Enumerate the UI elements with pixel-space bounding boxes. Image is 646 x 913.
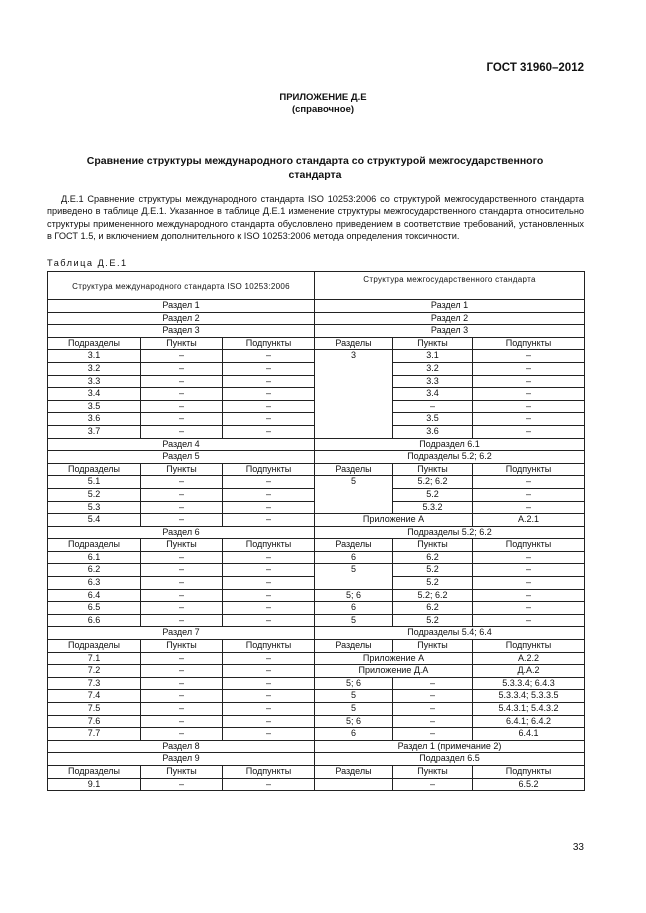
table-cell: – — [393, 728, 473, 741]
table-cell: – — [223, 350, 315, 363]
table-cell: Раздел 3 — [48, 325, 315, 338]
table-cell: – — [223, 551, 315, 564]
table-cell: Пункты — [141, 539, 223, 552]
table-cell: 6.5.2 — [473, 778, 585, 791]
table-cell: – — [141, 514, 223, 527]
table-cell: Пункты — [393, 463, 473, 476]
table-cell: – — [223, 589, 315, 602]
table-cell: – — [223, 677, 315, 690]
table-cell: – — [141, 362, 223, 375]
table-cell: – — [141, 614, 223, 627]
table-cell: – — [141, 425, 223, 438]
table-cell: Разделы — [315, 337, 393, 350]
table-cell: Пункты — [141, 765, 223, 778]
table-cell: Раздел 6 — [48, 526, 315, 539]
table-cell — [315, 778, 393, 791]
table-row — [48, 312, 585, 325]
table-cell: Раздел 1 (примечание 2) — [315, 740, 585, 753]
table-cell: Подпункты — [223, 539, 315, 552]
table-body — [48, 272, 585, 791]
table-cell: 7.1 — [48, 652, 141, 665]
table-cell: Подразделы 5.2; 6.2 — [315, 526, 585, 539]
table-cell: Раздел 8 — [48, 740, 315, 753]
table-cell: Разделы — [315, 463, 393, 476]
table-cell: – — [473, 564, 585, 577]
table-cell: Раздел 1 — [315, 300, 585, 313]
table-cell: Пункты — [393, 765, 473, 778]
table-cell: – — [223, 728, 315, 741]
table-cell: Подразделы — [48, 539, 141, 552]
table-cell: 3.7 — [48, 425, 141, 438]
table-cell: – — [223, 703, 315, 716]
table-cell: – — [473, 602, 585, 615]
table-row — [48, 765, 585, 778]
table-cell: 9.1 — [48, 778, 141, 791]
table-cell: 6.4.1; 6.4.2 — [473, 715, 585, 728]
table-cell: 5.1 — [48, 476, 141, 489]
table-cell: 3 — [315, 350, 393, 438]
table-row — [48, 526, 585, 539]
table-cell: – — [223, 501, 315, 514]
table-cell: – — [223, 690, 315, 703]
table-cell: 5; 6 — [315, 589, 393, 602]
table-row — [48, 602, 585, 615]
table-cell: 3.2 — [393, 362, 473, 375]
table-cell: Раздел 1 — [48, 300, 315, 313]
table-cell: Подразделы — [48, 463, 141, 476]
table-cell: 6.1 — [48, 551, 141, 564]
table-cell: – — [473, 362, 585, 375]
table-row — [48, 614, 585, 627]
table-cell: 6 — [315, 602, 393, 615]
table-cell: Д.А.2 — [473, 665, 585, 678]
table-cell: – — [223, 715, 315, 728]
table-cell: – — [473, 488, 585, 501]
table-cell: 6.6 — [48, 614, 141, 627]
structure-comparison-table — [47, 271, 585, 791]
table-cell: 5.2 — [393, 564, 473, 577]
table-cell: Подпункты — [473, 765, 585, 778]
table-cell: – — [473, 400, 585, 413]
appendix-title: ПРИЛОЖЕНИЕ Д.Е — [279, 92, 367, 103]
table-cell: Подразделы — [48, 337, 141, 350]
table-cell: 5.2; 6.2 — [393, 476, 473, 489]
table-cell: Подпункты — [473, 539, 585, 552]
table-cell: 5.3.3.4; 6.4.3 — [473, 677, 585, 690]
table-row — [48, 778, 585, 791]
table-cell: – — [141, 501, 223, 514]
table-cell: Раздел 4 — [48, 438, 315, 451]
table-cell: – — [393, 677, 473, 690]
table-cell: 3.3 — [48, 375, 141, 388]
table-cell: Подраздел 6.5 — [315, 753, 585, 766]
table-cell: – — [141, 551, 223, 564]
table-cell: Раздел 2 — [315, 312, 585, 325]
table-cell: – — [223, 488, 315, 501]
table-cell: – — [223, 564, 315, 577]
body-paragraph: Д.Е.1 Сравнение структуры международного стандарта ISO 10253:2006 со структурой межгосударственного стандарта приведено в таблице Д.Е.1. Указанное в таблице Д.Е.1 изменение структуры межгосударственного стандарта относительно структуры примененного международного стандарта обусловлено приведением в соответствие требований, установленных в ГОСТ 1.5, и включением дополнительного к ISO 10253:2006 метода определения токсичности. — [47, 194, 584, 242]
page-number: 33 — [572, 842, 584, 853]
table-row — [48, 652, 585, 665]
table-cell: 7.5 — [48, 703, 141, 716]
table-cell: 5.2 — [393, 577, 473, 590]
table-row — [48, 337, 585, 350]
table-row — [48, 589, 585, 602]
table-cell: – — [141, 350, 223, 363]
table-cell: – — [473, 413, 585, 426]
table-cell: – — [473, 614, 585, 627]
table-cell: – — [141, 652, 223, 665]
table-row — [48, 539, 585, 552]
table-row — [48, 665, 585, 678]
table-cell: Подпункты — [473, 337, 585, 350]
table-cell: – — [223, 602, 315, 615]
table-cell: – — [393, 400, 473, 413]
table-cell: Приложение А — [315, 652, 473, 665]
table-cell: – — [393, 703, 473, 716]
table-cell: – — [141, 488, 223, 501]
table-cell: – — [141, 665, 223, 678]
table-cell: 5 — [315, 703, 393, 716]
table-row — [48, 476, 585, 489]
header-interstate: Структура межгосударственного стандарта — [315, 272, 585, 300]
table-cell: – — [473, 501, 585, 514]
table-cell: – — [223, 476, 315, 489]
table-row — [48, 300, 585, 313]
table-cell: 5.4 — [48, 514, 141, 527]
table-cell: – — [223, 413, 315, 426]
table-cell: Раздел 3 — [315, 325, 585, 338]
table-cell: – — [223, 375, 315, 388]
table-cell: 6.3 — [48, 577, 141, 590]
table-cell: Разделы — [315, 539, 393, 552]
table-cell: Подразделы — [48, 640, 141, 653]
table-cell: – — [141, 602, 223, 615]
table-cell: 6.2 — [393, 602, 473, 615]
table-row — [48, 350, 585, 363]
table-cell: Подразделы 5.2; 6.2 — [315, 451, 585, 464]
table-cell: – — [141, 564, 223, 577]
table-cell: 5.2 — [393, 614, 473, 627]
table-cell: – — [473, 589, 585, 602]
section-title: Сравнение структуры международного стандарта со структурой межгосударственного стандарта — [86, 155, 544, 181]
table-row — [48, 325, 585, 338]
table-cell: Пункты — [393, 539, 473, 552]
table-cell: – — [141, 778, 223, 791]
table-cell: Подраздел 6.1 — [315, 438, 585, 451]
table-cell: Приложение Д.А — [315, 665, 473, 678]
table-cell: Подпункты — [223, 337, 315, 350]
table-cell: 5 — [315, 690, 393, 703]
table-cell: 6 — [315, 728, 393, 741]
table-cell: А.2.2 — [473, 652, 585, 665]
table-cell: – — [223, 362, 315, 375]
table-cell: Разделы — [315, 765, 393, 778]
table-cell: – — [393, 778, 473, 791]
table-cell: 6.2 — [48, 564, 141, 577]
table-cell: – — [223, 388, 315, 401]
table-row — [48, 514, 585, 527]
table-cell: Пункты — [141, 337, 223, 350]
table-cell: – — [141, 589, 223, 602]
table-cell: – — [473, 350, 585, 363]
table-cell: 3.5 — [48, 400, 141, 413]
table-row — [48, 690, 585, 703]
table-cell: 5.3.2 — [393, 501, 473, 514]
table-cell: 3.1 — [393, 350, 473, 363]
table-cell: 5.4.3.1; 5.4.3.2 — [473, 703, 585, 716]
table-row — [48, 753, 585, 766]
table-row — [48, 728, 585, 741]
table-cell: 5.3 — [48, 501, 141, 514]
table-cell: 7.6 — [48, 715, 141, 728]
table-cell: 6.2 — [393, 551, 473, 564]
table-row — [48, 564, 585, 577]
table-cell: Раздел 5 — [48, 451, 315, 464]
table-cell: 3.6 — [393, 425, 473, 438]
table-cell: – — [473, 375, 585, 388]
appendix-heading — [0, 92, 646, 116]
table-cell: 3.1 — [48, 350, 141, 363]
table-row — [48, 451, 585, 464]
table-cell: – — [141, 690, 223, 703]
table-cell: 3.3 — [393, 375, 473, 388]
table-cell: 5; 6 — [315, 715, 393, 728]
table-caption: Таблица Д.Е.1 — [47, 258, 128, 268]
table-cell: 7.7 — [48, 728, 141, 741]
table-row — [48, 740, 585, 753]
table-cell: 6 — [315, 551, 393, 564]
table-cell: – — [141, 413, 223, 426]
table-cell: 3.4 — [48, 388, 141, 401]
table-cell: Подпункты — [223, 640, 315, 653]
table-cell: Пункты — [141, 463, 223, 476]
table-cell: 5.3.3.4; 5.3.3.5 — [473, 690, 585, 703]
table-cell: – — [473, 476, 585, 489]
table-cell: Подразделы 5.4; 6.4 — [315, 627, 585, 640]
table-cell: 5.2 — [48, 488, 141, 501]
table-cell: – — [141, 400, 223, 413]
table-cell: 3.6 — [48, 413, 141, 426]
table-cell: Подпункты — [223, 463, 315, 476]
table-cell: – — [393, 690, 473, 703]
table-cell: 3.5 — [393, 413, 473, 426]
table-cell: – — [141, 375, 223, 388]
table-cell: 7.2 — [48, 665, 141, 678]
table-cell: 5.2; 6.2 — [393, 589, 473, 602]
table-cell: – — [141, 703, 223, 716]
header-international: Структура международного стандарта ISO 10253:2006 — [48, 272, 315, 300]
table-cell: Подпункты — [473, 640, 585, 653]
table-cell: 3.2 — [48, 362, 141, 375]
table-cell: 6.4.1 — [473, 728, 585, 741]
table-cell: 7.3 — [48, 677, 141, 690]
table-cell: 7.4 — [48, 690, 141, 703]
table-cell: – — [223, 400, 315, 413]
table-cell: – — [223, 778, 315, 791]
table-row — [48, 677, 585, 690]
table-row — [48, 640, 585, 653]
table-row — [48, 551, 585, 564]
table-cell: – — [141, 476, 223, 489]
table-cell: Раздел 9 — [48, 753, 315, 766]
table-cell: – — [223, 665, 315, 678]
table-cell: 3.4 — [393, 388, 473, 401]
table-row — [48, 463, 585, 476]
table-cell: 5; 6 — [315, 677, 393, 690]
table-cell: – — [141, 577, 223, 590]
table-cell: Разделы — [315, 640, 393, 653]
table-cell: Раздел 2 — [48, 312, 315, 325]
table-cell: Пункты — [393, 337, 473, 350]
table-cell: 5 — [315, 564, 393, 589]
table-cell: – — [223, 652, 315, 665]
table-cell: – — [223, 577, 315, 590]
table-cell: – — [223, 614, 315, 627]
table-cell: – — [223, 514, 315, 527]
table-cell: 6.5 — [48, 602, 141, 615]
table-cell: – — [473, 425, 585, 438]
table-row — [48, 438, 585, 451]
table-cell: А.2.1 — [473, 514, 585, 527]
table-cell: Подпункты — [223, 765, 315, 778]
table-cell: Приложение А — [315, 514, 473, 527]
table-cell: – — [223, 425, 315, 438]
table-cell: – — [473, 551, 585, 564]
table-cell: – — [141, 677, 223, 690]
table-cell: 5.2 — [393, 488, 473, 501]
table-cell: Пункты — [141, 640, 223, 653]
table-cell: 5 — [315, 614, 393, 627]
table-cell: 5 — [315, 476, 393, 514]
table-row — [48, 627, 585, 640]
table-cell: Подпункты — [473, 463, 585, 476]
table-cell: 6.4 — [48, 589, 141, 602]
table-cell: – — [393, 715, 473, 728]
table-cell: – — [473, 388, 585, 401]
table-cell: – — [141, 388, 223, 401]
document-code: ГОСТ 31960–2012 — [486, 62, 584, 74]
table-cell: Пункты — [393, 640, 473, 653]
table-cell: – — [141, 728, 223, 741]
table-cell: – — [141, 715, 223, 728]
table-row — [48, 703, 585, 716]
table-row — [48, 715, 585, 728]
table-header-row — [48, 272, 585, 300]
table-cell: Раздел 7 — [48, 627, 315, 640]
table-cell: – — [473, 577, 585, 590]
table-cell: Подразделы — [48, 765, 141, 778]
appendix-subtitle: (справочное) — [291, 104, 355, 115]
